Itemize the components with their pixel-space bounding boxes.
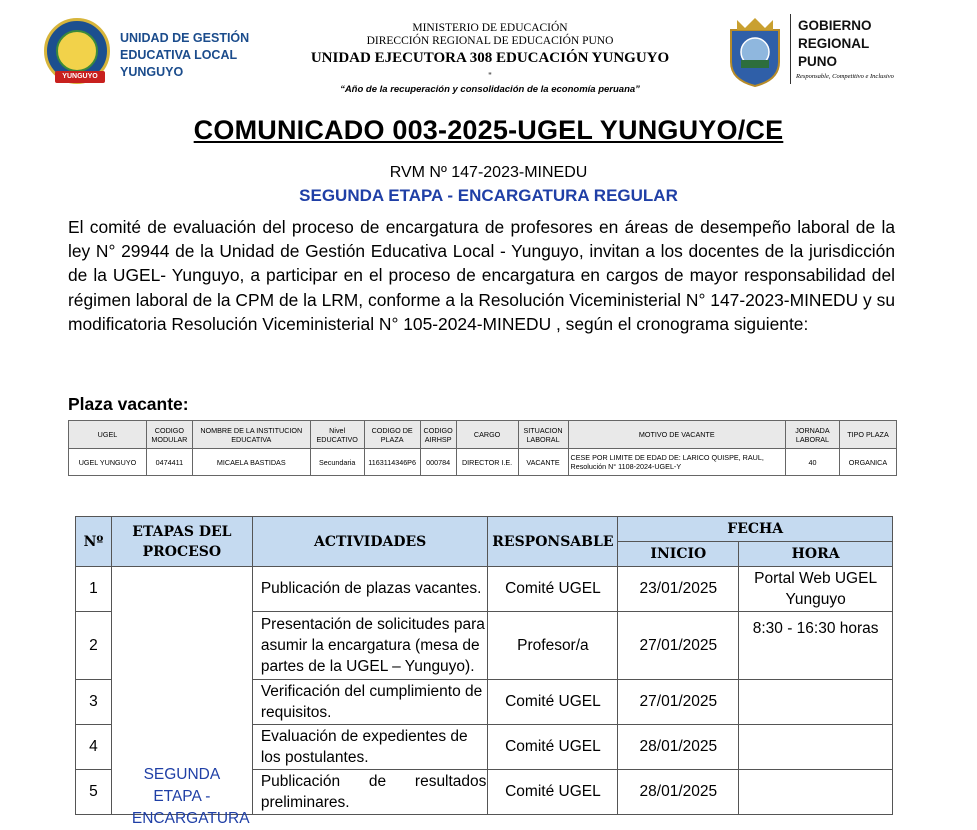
vacancy-header-cell: CODIGO MODULAR <box>146 421 192 449</box>
vacancy-cell: 1163114346P6 <box>364 449 420 476</box>
schedule-header-activities: ACTIVIDADES <box>252 517 488 567</box>
schedule-hour: Portal Web UGEL Yunguyo <box>739 567 893 612</box>
schedule-stage-cell <box>111 567 252 827</box>
gobierno-puno-crest <box>727 16 783 88</box>
year-motto: “Año de la recuperación y consolidación de la economía peruana” <box>340 84 640 95</box>
schedule-activity: Publicación de plazas vacantes. <box>252 567 488 612</box>
gobierno-name <box>798 17 872 71</box>
ugel-name-line: UNIDAD DE GESTIÓN <box>120 31 250 45</box>
schedule-header-start: INICIO <box>618 542 739 567</box>
vacancy-header-cell: MOTIVO DE VACANTE <box>568 421 785 449</box>
schedule-responsible: Comité UGEL <box>488 680 618 725</box>
vacancy-cell: DIRECTOR I.E. <box>456 449 518 476</box>
vacancy-row <box>69 449 897 476</box>
schedule-responsible: Comité UGEL <box>488 725 618 770</box>
ugel-name-line: EDUCATIVA LOCAL <box>120 48 238 62</box>
vacancy-header-cell: CARGO <box>456 421 518 449</box>
ugel-logo-emblem <box>56 30 98 72</box>
vacancy-cell: 000784 <box>420 449 456 476</box>
ugel-name-line: YUNGUYO <box>120 65 184 79</box>
quote-mark: " <box>488 71 492 81</box>
schedule-responsible: Comité UGEL <box>488 770 618 815</box>
vacancy-header-cell: SITUACION LABORAL <box>518 421 568 449</box>
page-title: COMUNICADO 003-2025-UGEL YUNGUYO/CE <box>193 115 784 145</box>
regional-direction: DIRECCIÓN REGIONAL DE EDUCACIÓN PUNO <box>366 35 614 47</box>
schedule-header-date: FECHA <box>618 517 893 542</box>
schedule-num: 4 <box>76 725 112 770</box>
schedule-header-row <box>76 517 893 542</box>
schedule-responsible: Profesor/a <box>488 612 618 680</box>
ministry-name: MINISTERIO DE EDUCACIÓN <box>412 22 568 34</box>
vacancy-cell: UGEL YUNGUYO <box>69 449 147 476</box>
ugel-logo-text: YUNGUYO <box>62 73 98 80</box>
schedule-activity: Verificación del cumplimiento de requisitos. <box>252 680 488 725</box>
rvm-reference: RVM Nº 147-2023-MINEDU <box>389 164 588 181</box>
schedule-start: 27/01/2025 <box>618 680 739 725</box>
schedule-activity: Evaluación de expedientes de los postulantes. <box>252 725 488 770</box>
schedule-start: 28/01/2025 <box>618 770 739 815</box>
vacancy-cell: 40 <box>786 449 840 476</box>
vacancy-cell: VACANTE <box>518 449 568 476</box>
schedule-header-hour: HORA <box>739 542 893 567</box>
schedule-num: 2 <box>76 612 112 680</box>
schedule-header-responsible: RESPONSABLE <box>488 517 618 567</box>
gobierno-name-line: GOBIERNO <box>798 18 872 33</box>
ugel-logo-band <box>55 71 105 83</box>
schedule-start: 28/01/2025 <box>618 725 739 770</box>
vacancy-header-cell: CODIGO DE PLAZA <box>364 421 420 449</box>
schedule-activity: Publicación de resultados preliminares. <box>252 770 488 815</box>
gobierno-slogan: Responsable, Competitivo e Inclusivo <box>796 73 894 80</box>
vacancy-cell: Secundaria <box>310 449 364 476</box>
schedule-start: 27/01/2025 <box>618 612 739 680</box>
vacancy-header-cell: JORNADA LABORAL <box>786 421 840 449</box>
vacancy-label: Plaza vacante: <box>68 394 189 414</box>
schedule-header-num: Nº <box>76 517 112 567</box>
vacancy-header-cell: UGEL <box>69 421 147 449</box>
schedule-hour <box>739 680 893 725</box>
vacancy-cell: CESE POR LIMITE DE EDAD DE: LARICO QUISPE, RAUL, Resolución N° 1108-2024-UGEL-Y <box>568 449 785 476</box>
vacancy-header-row <box>69 421 897 449</box>
announcement-paragraph: El comité de evaluación del proceso de encargatura de profesores en áreas de desempeño laboral de la ley N° 29944 de la Unidad de Gestión Educativa Local - Yunguyo, invitan a los docentes de la jurisdicción de la UGEL- Yunguyo, a participar en el proceso de encargatura en cargos de mayor responsabilidad del régimen laboral de la CPM de la LRM, conforme a la Resolución Viceministerial N° 147-2023-MINEDU y su modificatoria Resolución Viceministerial N° 105-2024-MINEDU , según el cronograma siguiente: <box>68 217 895 334</box>
ugel-name <box>120 30 260 81</box>
gobierno-name-line: PUNO <box>798 54 838 69</box>
schedule-stage-name: SEGUNDA ETAPA - ENCARGATURA <box>131 766 250 827</box>
vacancy-header-cell: NOMBRE DE LA INSTITUCION EDUCATIVA <box>192 421 310 449</box>
schedule-header-stages: ETAPAS DEL PROCESO <box>111 517 252 567</box>
ministry-header <box>280 22 700 68</box>
schedule-num: 5 <box>76 770 112 815</box>
gobierno-name-line: REGIONAL <box>798 36 870 51</box>
vacancy-table <box>68 420 897 476</box>
schedule-hour <box>739 725 893 770</box>
vacancy-cell: ORGANICA <box>839 449 896 476</box>
vacancy-cell: 0474411 <box>146 449 192 476</box>
schedule-num: 3 <box>76 680 112 725</box>
ugel-logo <box>44 18 110 84</box>
schedule-hour: 8:30 - 16:30 horas <box>739 612 893 680</box>
schedule-responsible: Comité UGEL <box>488 567 618 612</box>
schedule-start: 23/01/2025 <box>618 567 739 612</box>
stage-subtitle: SEGUNDA ETAPA - ENCARGATURA REGULAR <box>299 186 678 205</box>
vacancy-header-cell: TIPO PLAZA <box>839 421 896 449</box>
executing-unit: UNIDAD EJECUTORA 308 EDUCACIÓN YUNGUYO <box>310 50 670 66</box>
schedule-activity: Presentación de solicitudes para asumir la encargatura (mesa de partes de la UGEL – Yunguyo). <box>252 612 488 680</box>
schedule-row <box>76 567 893 612</box>
vacancy-header-cell: Nivel EDUCATIVO <box>310 421 364 449</box>
vacancy-cell: MICAELA BASTIDAS <box>192 449 310 476</box>
schedule-num: 1 <box>76 567 112 612</box>
schedule-table <box>75 516 893 827</box>
vacancy-header-cell: CODIGO AIRHSP <box>420 421 456 449</box>
